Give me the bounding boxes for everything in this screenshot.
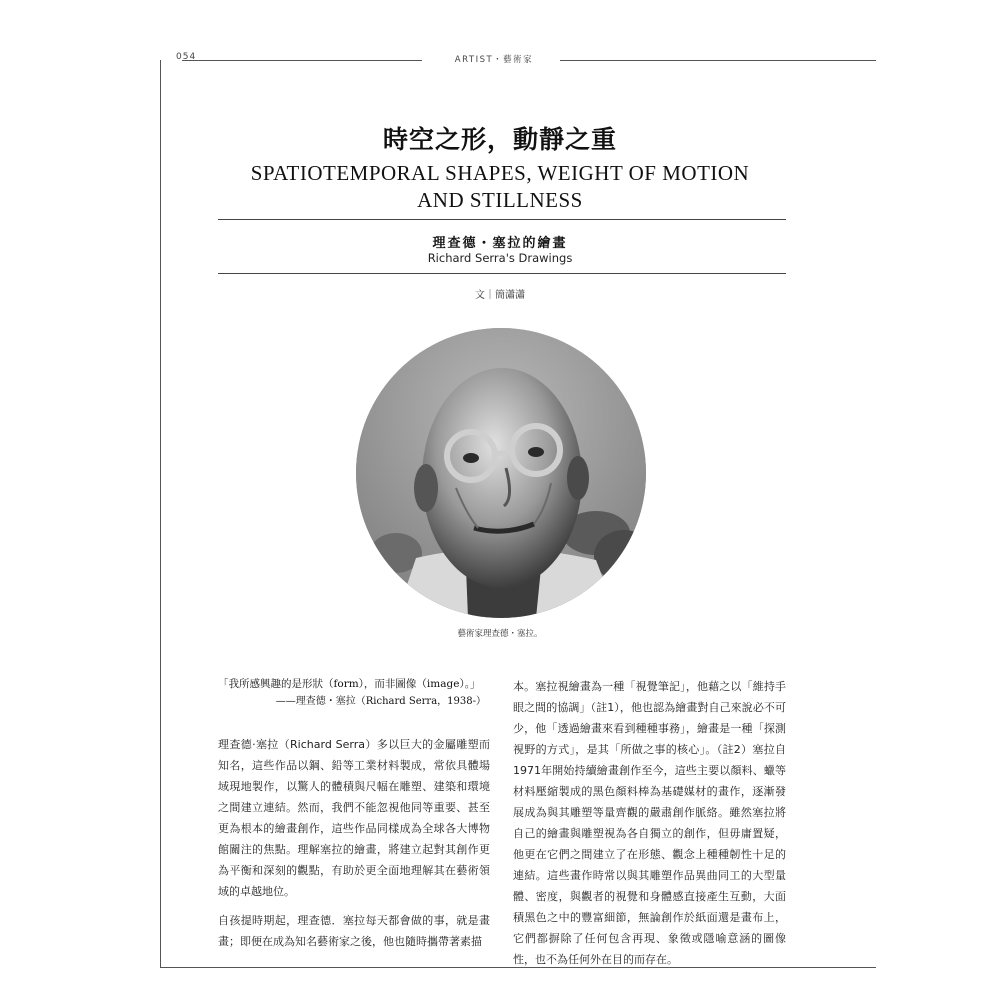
body-paragraph-2-part-1: 自孩提時期起，理查德．塞拉每天都會做的事，就是畫畫；即便在成為知名藝術家之後，他也隨時攜帶著素描: [218, 914, 490, 948]
section-label: ARTIST・藝術家: [454, 55, 534, 65]
photo-caption: 藝術家理查德・塞拉。: [457, 629, 543, 639]
subtitle-rule-top: [218, 219, 786, 220]
quote-text: 「我所感興趣的是形狀（form），而非圖像（image）。」: [218, 678, 481, 690]
subtitle-rule-bottom: [218, 273, 786, 274]
article-title-zh: 時空之形，動靜之重: [382, 125, 617, 154]
header-rule-right: [560, 60, 876, 61]
author-byline: 文｜簡瀟瀟: [475, 290, 525, 301]
article-title-en: SPATIOTEMPORAL SHAPES, WEIGHT OF MOTION AND STILLNESS: [250, 161, 750, 212]
body-paragraph-1: 理查德·塞拉（Richard Serra）多以巨大的金屬雕塑而知名，這些作品以鋼、鉛等工業材料製成，常依具體場域現地製作，以驚人的體積與尺幅在雕塑、建築和環境之間建立連結。然而，我們不能忽視他同等重要、甚至更為根本的繪畫創作，這些作品同樣成為全球各大博物館關注的焦點。理解塞拉的繪畫，將建立起對其創作更為平衡和深刻的觀點，有助於更全面地理解其在藝術領域的卓越地位。: [218, 738, 490, 898]
artist-portrait-photo: [356, 328, 646, 618]
article-subtitle-zh: 理查德・塞拉的繪畫: [432, 236, 568, 251]
page-frame-left-rule: [160, 60, 161, 968]
article-column-right: [513, 676, 786, 970]
article-subtitle-en: Richard Serra's Drawings: [427, 251, 573, 265]
body-paragraph-2-part-2: 本。塞拉視繪畫為一種「視覺筆記」，他藉之以「維持手眼之間的協調」（註1），他也認為繪畫對自己來說必不可少，他「透過繪畫來看到種種事務」，繪畫是一種「探測視野的方式」，是其「所做之事的核心」。（註2）塞拉自1971年開始持續繪畫創作至今，這些主要以顏料、蠟等材料壓縮製成的黑色顏料棒為基礎媒材的畫作，逐漸發展成為與其雕塑等量齊觀的嚴肅創作脈絡。雖然塞拉將自己的繪畫與雕塑視為各自獨立的創作，但毋庸置疑，他更在它們之間建立了在形態、觀念上種種韌性十足的連結。這些畫作時常以與其雕塑作品異曲同工的大型量體、密度，與觀者的視覺和身體感直接產生互動，大面積黑色之中的豐富細節，無論創作於紙面還是畫布上，它們都摒除了任何包含再現、象徵或隱喻意涵的圖像性，也不為任何外在目的而存在。: [513, 680, 786, 966]
page-number: 054: [176, 52, 197, 62]
epigraph-quote: [218, 676, 490, 710]
article-column-left: [218, 676, 490, 952]
header-rule-left: [182, 60, 422, 61]
quote-attribution: ——理查德・塞拉（Richard Serra，1938-）: [275, 696, 486, 707]
